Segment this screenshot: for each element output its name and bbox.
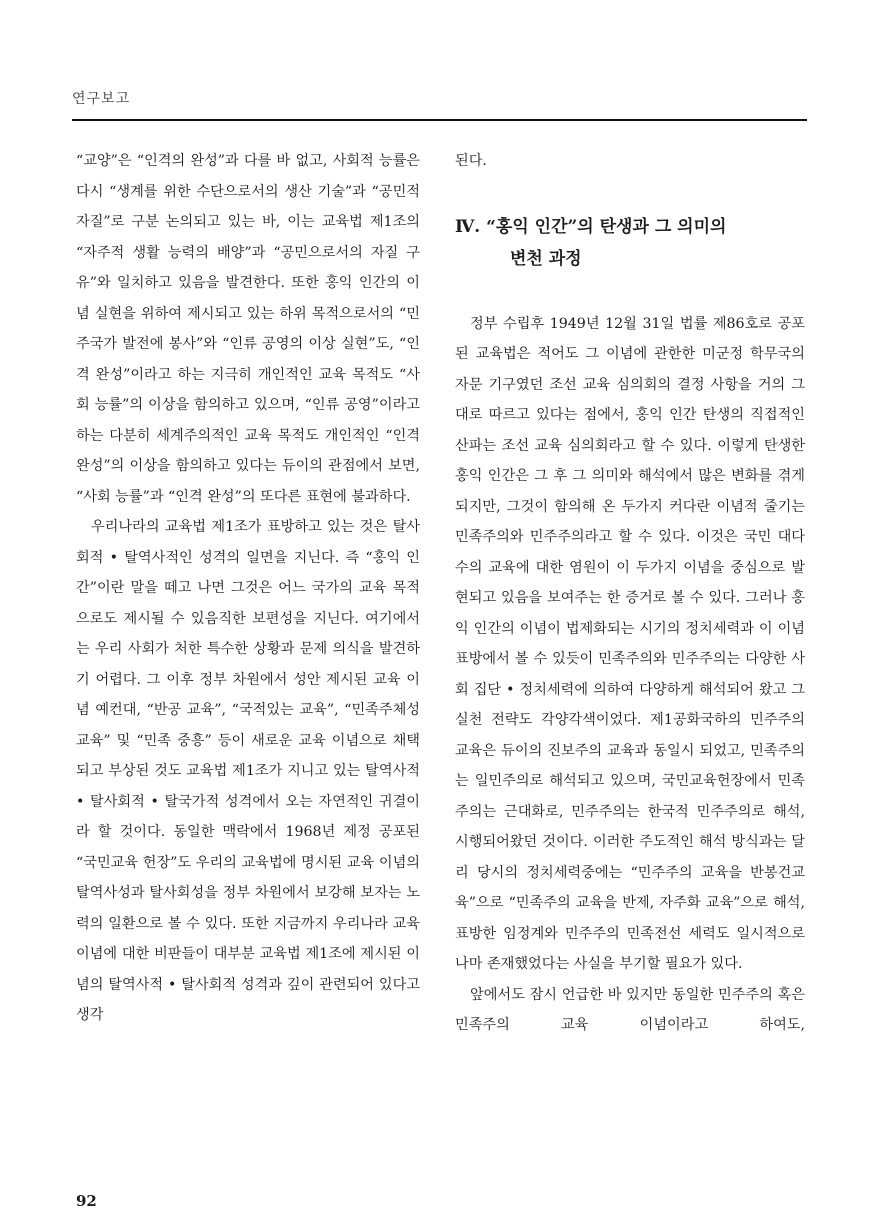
right-paragraph-2: 앞에서도 잠시 언급한 바 있지만 동일한 민주주의 혹은 민족주의 교육 이념이라고 하여도, [455,986,805,1033]
page-number: 92 [76,1192,97,1210]
left-column [76,146,420,1031]
header-rule [72,119,807,121]
running-head: 연구보고 [72,91,131,107]
left-paragraph-1: “교양”은 “인격의 완성”과 다를 바 없고, 사회적 능률은 다시 “생계를 위한 수단으로서의 생산 기술”과 “공민적 자질”로 구분 논의되고 있는 바, 이는 교육법 제1조의 “자주적 생활 능력의 배양”과 “공민으로서의 자질 구유”와 일치하고 있음을 발견한다. 또한 홍익 인간의 이념 실현을 위하여 제시되고 있는 하위 목적으로서의 “민주국가 발전에 봉사”와 “인류 공영의 이상 실현”도, “인격 완성”이라고 하는 지극히 개인적인 교육 목적도 “사회 능률”의 이상을 함의하고 있으며, “인류 공영”이라고 하는 다분히 세계주의적인 교육 목적도 개인적인 “인격 완성”의 이상을 함의하고 있다는 듀이의 관점에서 보면, “사회 능률”과 “인격 완성”의 또다른 표현에 불과하다. [76,153,420,505]
section-heading-line2: 변천 과정 [510,248,582,269]
section-heading-line1: Ⅳ. “홍익 인간”의 탄생과 그 의미의 [455,216,727,237]
right-paragraph-1: 정부 수립후 1949년 12월 31일 법률 제86호로 공포된 교육법은 적어도 그 이념에 관한한 미군정 학무국의 자문 기구였던 조선 교육 심의회의 결정 사항을 거의 그대로 따르고 있다는 점에서, 홍익 인간 탄생의 직접적인 산파는 조선 교육 심의회라고 할 수 있다. 이렇게 탄생한 홍익 인간은 그 후 그 의미와 해석에서 많은 변화를 겪게 되지만, 그것이 함의해 온 두가지 커다란 이념적 줄기는 민족주의와 민주주의라고 할 수 있다. 이것은 국민 대다수의 교육에 대한 염원이 이 두가지 이념을 중심으로 발현되고 있음을 보여주는 한 증거로 볼 수 있다. 그러나 홍익 인간의 이념이 법제화되는 시기의 정치세력과 이 이념 표방에서 볼 수 있듯이 민족주의와 민주주의는 다양한 사회 집단 • 정치세력에 의하여 다양하게 해석되어 왔고 그 실천 전략도 각양각색이었다. 제1공화국하의 민주주의 교육은 듀이의 진보주의 교육과 동일시 되었고, 민족주의는 일민주의로 해석되고 있으며, 국민교육헌장에서 민족주의는 근대화로, 민주주의는 한국적 민주주의로 해석, 시행되어왔던 것이다. 이러한 주도적인 해석 방식과는 달리 당시의 정치세력중에는 “민주주의 교육을 반봉건교육”으로 “민족주의 교육을 반제, 자주화 교육”으로 해석, 표방한 임정계와 민주주의 민족전선 세력도 일시적으로나마 존재했었다는 사실을 부기할 필요가 있다. [455,315,805,972]
section-heading [455,211,805,275]
right-continuation: 된다. [455,153,487,169]
right-column [455,146,805,1041]
left-paragraph-2: 우리나라의 교육법 제1조가 표방하고 있는 것은 탈사회적 • 탈역사적인 성격의 일면을 지닌다. 즉 “홍익 인간”이란 말을 떼고 나면 그것은 어느 국가의 교육 목적으로도 제시될 수 있음직한 보편성을 지닌다. 여기에서는 우리 사회가 처한 특수한 상황과 문제 의식을 발견하기 어렵다. 그 이후 정부 차원에서 성안 제시된 교육 이념 예컨대, “반공 교육”, “국적있는 교육”, “민족주체성 교육” 및 “민족 중흥” 등이 새로운 교육 이념으로 채택되고 부상된 것도 교육법 제1조가 지니고 있는 탈역사적 • 탈사회적 • 탈국가적 성격에서 오는 자연적인 귀결이라 할 것이다. 동일한 맥락에서 1968년 제정 공포된 “국민교육 헌장”도 우리의 교육법에 명시된 교육 이념의 탈역사성과 탈사회성을 정부 차원에서 보강해 보자는 노력의 일환으로 볼 수 있다. 또한 지금까지 우리나라 교육 이념에 대한 비판들이 대부분 교육법 제1조에 제시된 이념의 탈역사적 • 탈사회적 성격과 깊이 관련되어 있다고 생각 [76,519,420,1023]
